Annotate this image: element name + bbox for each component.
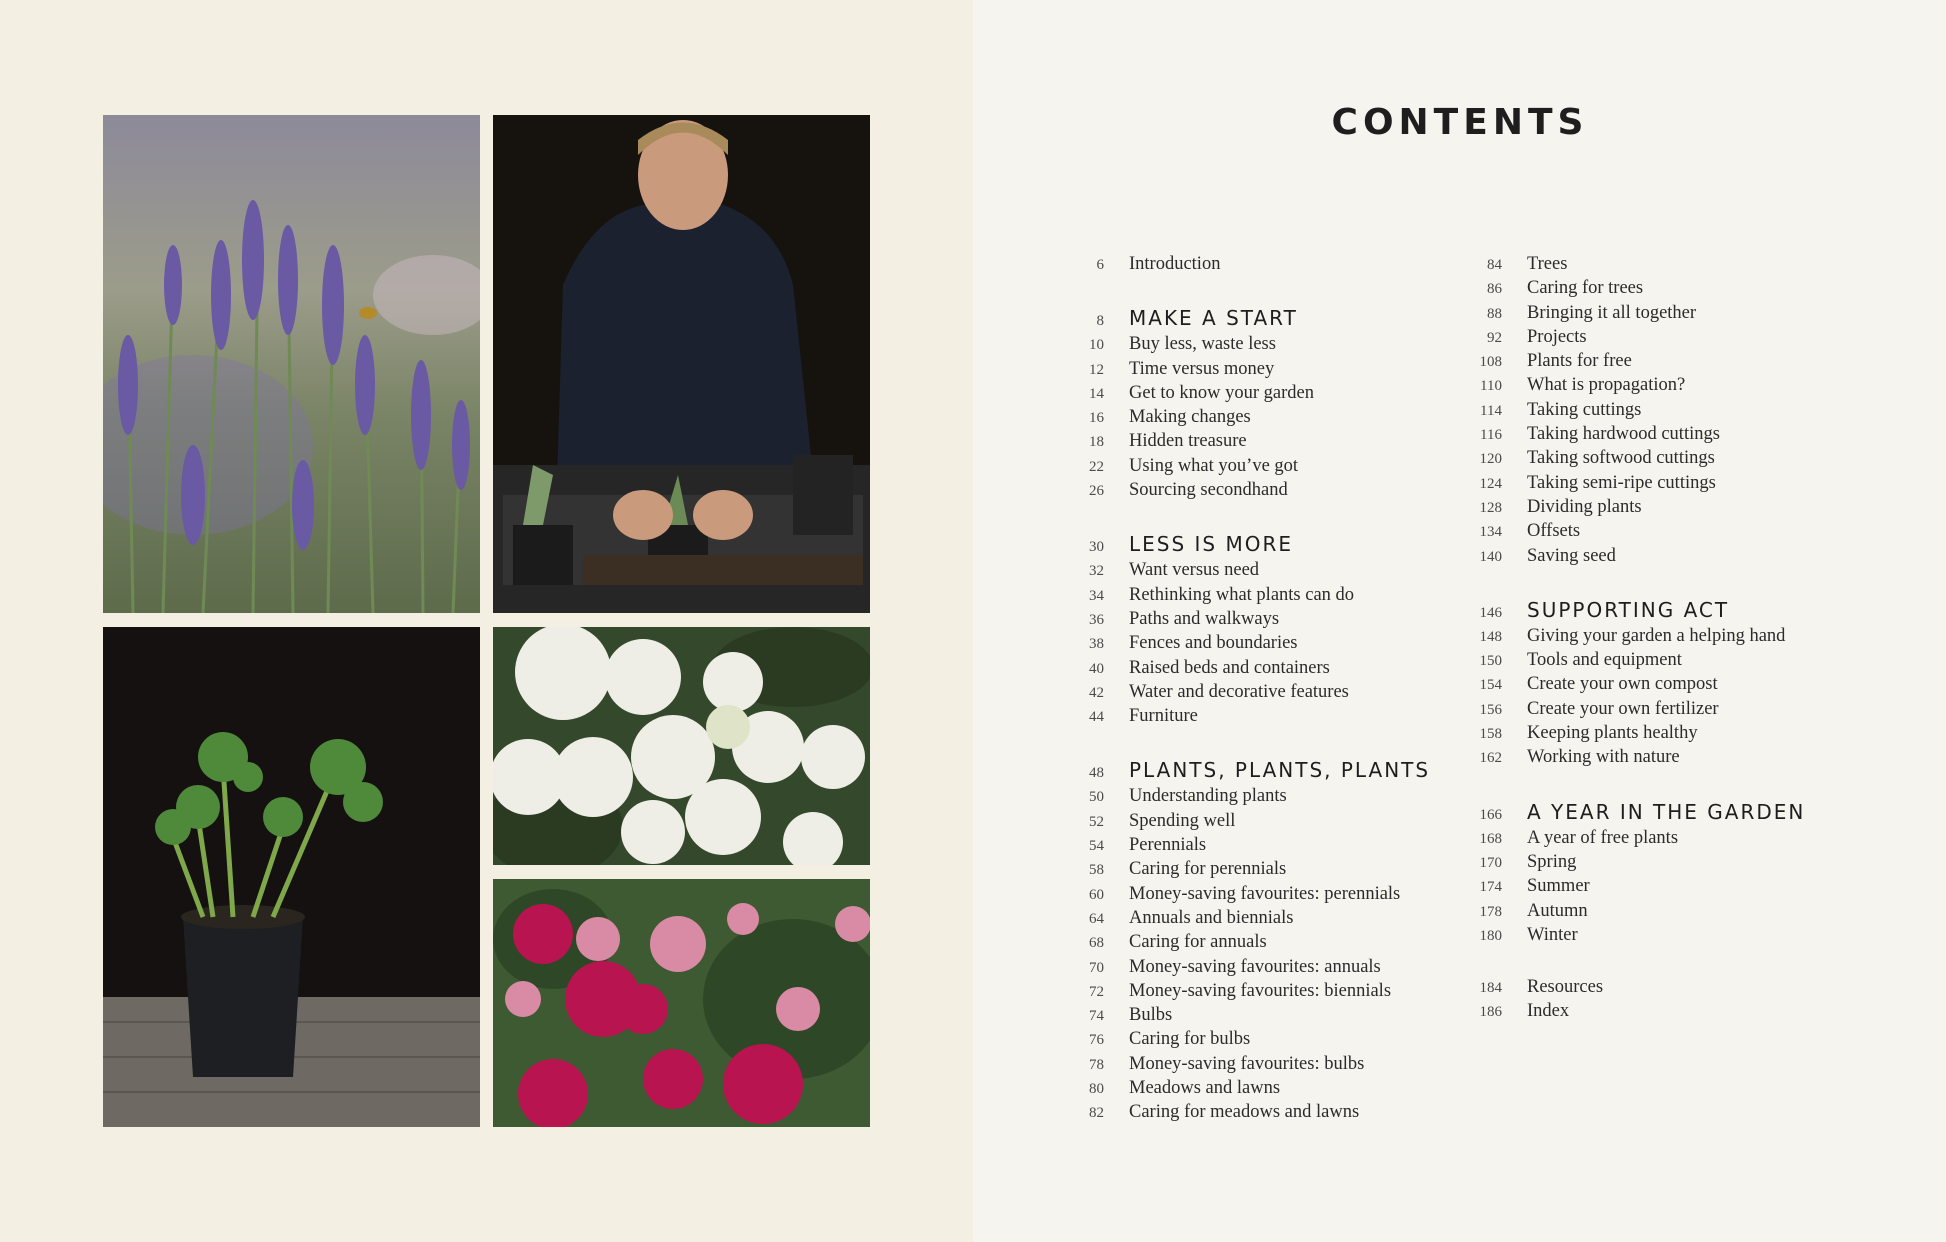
toc-entry[interactable] (1062, 585, 1502, 609)
toc-title: Create your own compost (1527, 674, 1718, 695)
toc-title: A year of free plants (1527, 827, 1679, 848)
toc-entry[interactable] (1062, 682, 1502, 706)
toc-entry[interactable] (1062, 1054, 1502, 1078)
spacer (1460, 772, 1900, 800)
toc-page-number: 64 (1089, 910, 1104, 927)
toc-title: Sourcing secondhand (1129, 480, 1288, 501)
toc-page-number: 52 (1089, 813, 1104, 830)
toc-page-number: 34 (1089, 587, 1104, 604)
toc-column-2 (1460, 254, 1900, 1026)
toc-title: Bulbs (1129, 1005, 1173, 1026)
toc-page-number: 170 (1479, 854, 1502, 871)
toc-page-number: 38 (1089, 636, 1104, 653)
toc-page-number: 154 (1479, 677, 1502, 694)
toc-entry[interactable] (1460, 546, 1900, 570)
toc-title: Summer (1527, 876, 1590, 897)
toc-entry[interactable] (1062, 254, 1502, 278)
toc-page-number: 12 (1089, 361, 1104, 378)
toc-title: Offsets (1527, 521, 1581, 542)
toc-entry[interactable] (1460, 400, 1900, 424)
toc-title: Giving your garden a helping hand (1527, 625, 1786, 646)
pink-dahlia-photo (493, 879, 870, 1127)
toc-title: Money-saving favourites: bulbs (1129, 1053, 1365, 1074)
toc-title: Making changes (1129, 407, 1251, 428)
toc-entry[interactable] (1062, 560, 1502, 584)
toc-title: Furniture (1129, 706, 1198, 727)
page-title: CONTENTS (1331, 102, 1589, 143)
toc-title: Caring for perennials (1129, 859, 1287, 880)
toc-page-number: 148 (1479, 628, 1502, 645)
toc-entry[interactable] (1460, 448, 1900, 472)
toc-page-number: 88 (1487, 305, 1502, 322)
toc-entry[interactable] (1460, 977, 1900, 1001)
toc-title: Introduction (1129, 254, 1221, 274)
toc-title: Money-saving favourites: perennials (1129, 883, 1401, 904)
toc-title: What is propagation? (1527, 375, 1686, 396)
toc-page-number: 168 (1479, 830, 1502, 847)
toc-title: Rethinking what plants can do (1129, 584, 1355, 605)
toc-page-number: 40 (1089, 660, 1104, 677)
toc-page-number: 116 (1480, 427, 1502, 444)
toc-entry[interactable] (1460, 1001, 1900, 1025)
toc-title: Working with nature (1527, 747, 1680, 768)
toc-title: Plants for free (1527, 351, 1632, 372)
toc-entry[interactable] (1062, 957, 1502, 981)
spacer (1460, 949, 1900, 977)
toc-entry[interactable] (1460, 674, 1900, 698)
lavender-photo (103, 115, 480, 613)
toc-entry[interactable] (1062, 480, 1502, 504)
toc-title: Caring for annuals (1129, 932, 1267, 953)
toc-page-number: 68 (1089, 935, 1104, 952)
toc-entry[interactable] (1460, 375, 1900, 399)
toc-title: Get to know your garden (1129, 382, 1314, 403)
toc-title: Resources (1527, 977, 1604, 998)
toc-entry[interactable] (1062, 383, 1502, 407)
toc-section-heading[interactable] (1460, 800, 1900, 828)
toc-page-number: 158 (1479, 726, 1502, 743)
toc-title: Caring for trees (1527, 278, 1644, 299)
toc-entry[interactable] (1062, 1078, 1502, 1102)
toc-page-number: 114 (1480, 402, 1502, 419)
toc-title: Perennials (1129, 835, 1207, 856)
toc-section-heading[interactable] (1062, 532, 1502, 560)
spacer (1062, 278, 1502, 306)
toc-title: Winter (1527, 924, 1578, 945)
toc-page-number: 70 (1089, 959, 1104, 976)
toc-section-title: PLANTS, PLANTS, PLANTS (1129, 758, 1431, 783)
toc-title: Time versus money (1129, 358, 1275, 379)
toc-title: Spending well (1129, 810, 1236, 831)
toc-page-number: 166 (1479, 806, 1502, 823)
toc-page-number: 174 (1479, 879, 1502, 896)
toc-entry[interactable] (1460, 901, 1900, 925)
toc-title: Money-saving favourites: annuals (1129, 956, 1381, 977)
toc-page-number: 32 (1089, 563, 1104, 580)
toc-section-title: A YEAR IN THE GARDEN (1527, 799, 1806, 824)
toc-entry[interactable] (1460, 747, 1900, 771)
toc-entry[interactable] (1062, 811, 1502, 835)
toc-entry[interactable] (1062, 431, 1502, 455)
toc-page-number: 84 (1487, 257, 1502, 273)
toc-entry[interactable] (1460, 626, 1900, 650)
toc-entry[interactable] (1460, 424, 1900, 448)
toc-section-heading[interactable] (1062, 758, 1502, 786)
toc-title: Understanding plants (1129, 786, 1287, 807)
toc-page-number: 58 (1089, 862, 1104, 879)
toc-page-number: 110 (1480, 378, 1502, 395)
toc-entry[interactable] (1062, 786, 1502, 810)
white-hydrangea-photo (493, 627, 870, 865)
toc-entry[interactable] (1460, 497, 1900, 521)
toc-entry[interactable] (1062, 359, 1502, 383)
toc-title: Spring (1527, 851, 1577, 872)
toc-entry[interactable] (1460, 876, 1900, 900)
toc-page-number: 74 (1089, 1008, 1104, 1025)
spacer (1460, 570, 1900, 598)
toc-page-number: 18 (1089, 434, 1104, 451)
toc-page-number: 178 (1479, 903, 1502, 920)
toc-entry[interactable] (1460, 650, 1900, 674)
toc-title: Hidden treasure (1129, 431, 1247, 452)
toc-section-heading[interactable] (1460, 598, 1900, 626)
toc-title: Projects (1527, 326, 1587, 347)
toc-title: Meadows and lawns (1129, 1078, 1281, 1099)
toc-section-heading[interactable] (1062, 306, 1502, 334)
toc-page-number: 162 (1479, 750, 1502, 767)
toc-entry[interactable] (1062, 633, 1502, 657)
toc-page-number: 60 (1089, 886, 1104, 903)
spacer (1062, 730, 1502, 758)
toc-title: Taking softwood cuttings (1527, 448, 1715, 469)
toc-page-number: 54 (1089, 838, 1104, 855)
toc-title: Caring for bulbs (1129, 1029, 1251, 1050)
toc-page-number: 92 (1487, 329, 1502, 346)
toc-entry[interactable] (1460, 925, 1900, 949)
toc-entry[interactable] (1062, 706, 1502, 730)
toc-entry[interactable] (1460, 278, 1900, 302)
toc-page-number: 140 (1479, 548, 1502, 565)
toc-page-number: 108 (1479, 354, 1502, 371)
toc-entry[interactable] (1062, 609, 1502, 633)
toc-page-number: 14 (1089, 385, 1104, 402)
toc-entry[interactable] (1062, 658, 1502, 682)
toc-page-number: 120 (1479, 451, 1502, 468)
toc-section-title: SUPPORTING ACT (1527, 597, 1730, 622)
toc-title: Autumn (1527, 900, 1588, 921)
toc-page-number: 16 (1089, 410, 1104, 427)
toc-title: Keeping plants healthy (1527, 723, 1698, 744)
toc-entry[interactable] (1062, 859, 1502, 883)
toc-title: Trees (1527, 254, 1568, 274)
toc-page-number: 180 (1479, 927, 1502, 944)
toc-page-number: 128 (1479, 499, 1502, 516)
toc-entry[interactable] (1460, 699, 1900, 723)
toc-page-number: 124 (1479, 475, 1502, 492)
toc-entry[interactable] (1062, 1005, 1502, 1029)
toc-page-number: 50 (1089, 789, 1104, 806)
toc-entry[interactable] (1460, 351, 1900, 375)
toc-page-number: 186 (1479, 1004, 1502, 1021)
toc-page-number: 150 (1479, 653, 1502, 670)
toc-title: Taking semi-ripe cuttings (1527, 472, 1716, 493)
toc-title: Taking hardwood cuttings (1527, 424, 1720, 445)
toc-page-number: 48 (1089, 765, 1104, 782)
toc-page-number: 80 (1089, 1081, 1104, 1098)
toc-title: Tools and equipment (1527, 650, 1682, 671)
toc-title: Paths and walkways (1129, 608, 1280, 629)
toc-page-number: 42 (1089, 684, 1104, 701)
toc-entry[interactable] (1460, 521, 1900, 545)
toc-entry[interactable] (1062, 1029, 1502, 1053)
toc-entry[interactable] (1460, 473, 1900, 497)
toc-section-title: MAKE A START (1129, 306, 1298, 331)
toc-title: Dividing plants (1527, 496, 1642, 517)
toc-entry[interactable] (1460, 327, 1900, 351)
toc-title: Want versus need (1129, 560, 1260, 581)
toc-entry[interactable] (1062, 1102, 1502, 1126)
toc-title: Create your own fertilizer (1527, 698, 1719, 719)
toc-title: Index (1527, 1001, 1570, 1022)
toc-page-number: 22 (1089, 458, 1104, 475)
toc-page-number: 76 (1089, 1032, 1104, 1049)
toc-entry[interactable] (1062, 908, 1502, 932)
toc-entry[interactable] (1062, 981, 1502, 1005)
toc-entry[interactable] (1460, 254, 1900, 278)
toc-page-number: 134 (1479, 524, 1502, 541)
toc-title: Bringing it all together (1527, 302, 1697, 323)
toc-title: Fences and boundaries (1129, 633, 1298, 654)
potted-seedling-photo (103, 627, 480, 1127)
toc-page-number: 10 (1089, 337, 1104, 354)
toc-page-number: 78 (1089, 1056, 1104, 1073)
toc-title: Annuals and biennials (1129, 907, 1294, 928)
toc-entry[interactable] (1460, 852, 1900, 876)
toc-page-number: 146 (1479, 604, 1502, 621)
toc-title: Using what you’ve got (1129, 455, 1299, 476)
toc-page-number: 82 (1089, 1105, 1104, 1122)
toc-section-title: LESS IS MORE (1129, 532, 1294, 557)
toc-page-number: 6 (1096, 257, 1104, 273)
toc-page-number: 8 (1096, 313, 1104, 330)
toc-title: Money-saving favourites: biennials (1129, 980, 1392, 1001)
toc-entry[interactable] (1062, 932, 1502, 956)
spacer (1062, 504, 1502, 532)
toc-entry[interactable] (1062, 407, 1502, 431)
toc-title: Taking cuttings (1527, 399, 1642, 420)
toc-entry[interactable] (1460, 303, 1900, 327)
toc-page-number: 86 (1487, 281, 1502, 298)
toc-title: Caring for meadows and lawns (1129, 1102, 1360, 1123)
toc-entry[interactable] (1062, 884, 1502, 908)
toc-page-number: 156 (1479, 701, 1502, 718)
toc-page-number: 36 (1089, 611, 1104, 628)
toc-title: Buy less, waste less (1129, 334, 1276, 355)
toc-entry[interactable] (1062, 334, 1502, 358)
toc-page-number: 26 (1089, 483, 1104, 500)
toc-entry[interactable] (1460, 828, 1900, 852)
toc-entry[interactable] (1062, 456, 1502, 480)
toc-entry[interactable] (1062, 835, 1502, 859)
gardener-potting-photo (493, 115, 870, 613)
toc-title: Water and decorative features (1129, 681, 1349, 702)
toc-title: Raised beds and containers (1129, 657, 1330, 678)
toc-page-number: 184 (1479, 980, 1502, 997)
toc-page-number: 72 (1089, 983, 1104, 1000)
toc-column-1 (1062, 254, 1502, 1127)
toc-page-number: 30 (1089, 539, 1104, 556)
toc-page-number: 44 (1089, 709, 1104, 726)
toc-title: Saving seed (1527, 545, 1616, 566)
toc-entry[interactable] (1460, 723, 1900, 747)
